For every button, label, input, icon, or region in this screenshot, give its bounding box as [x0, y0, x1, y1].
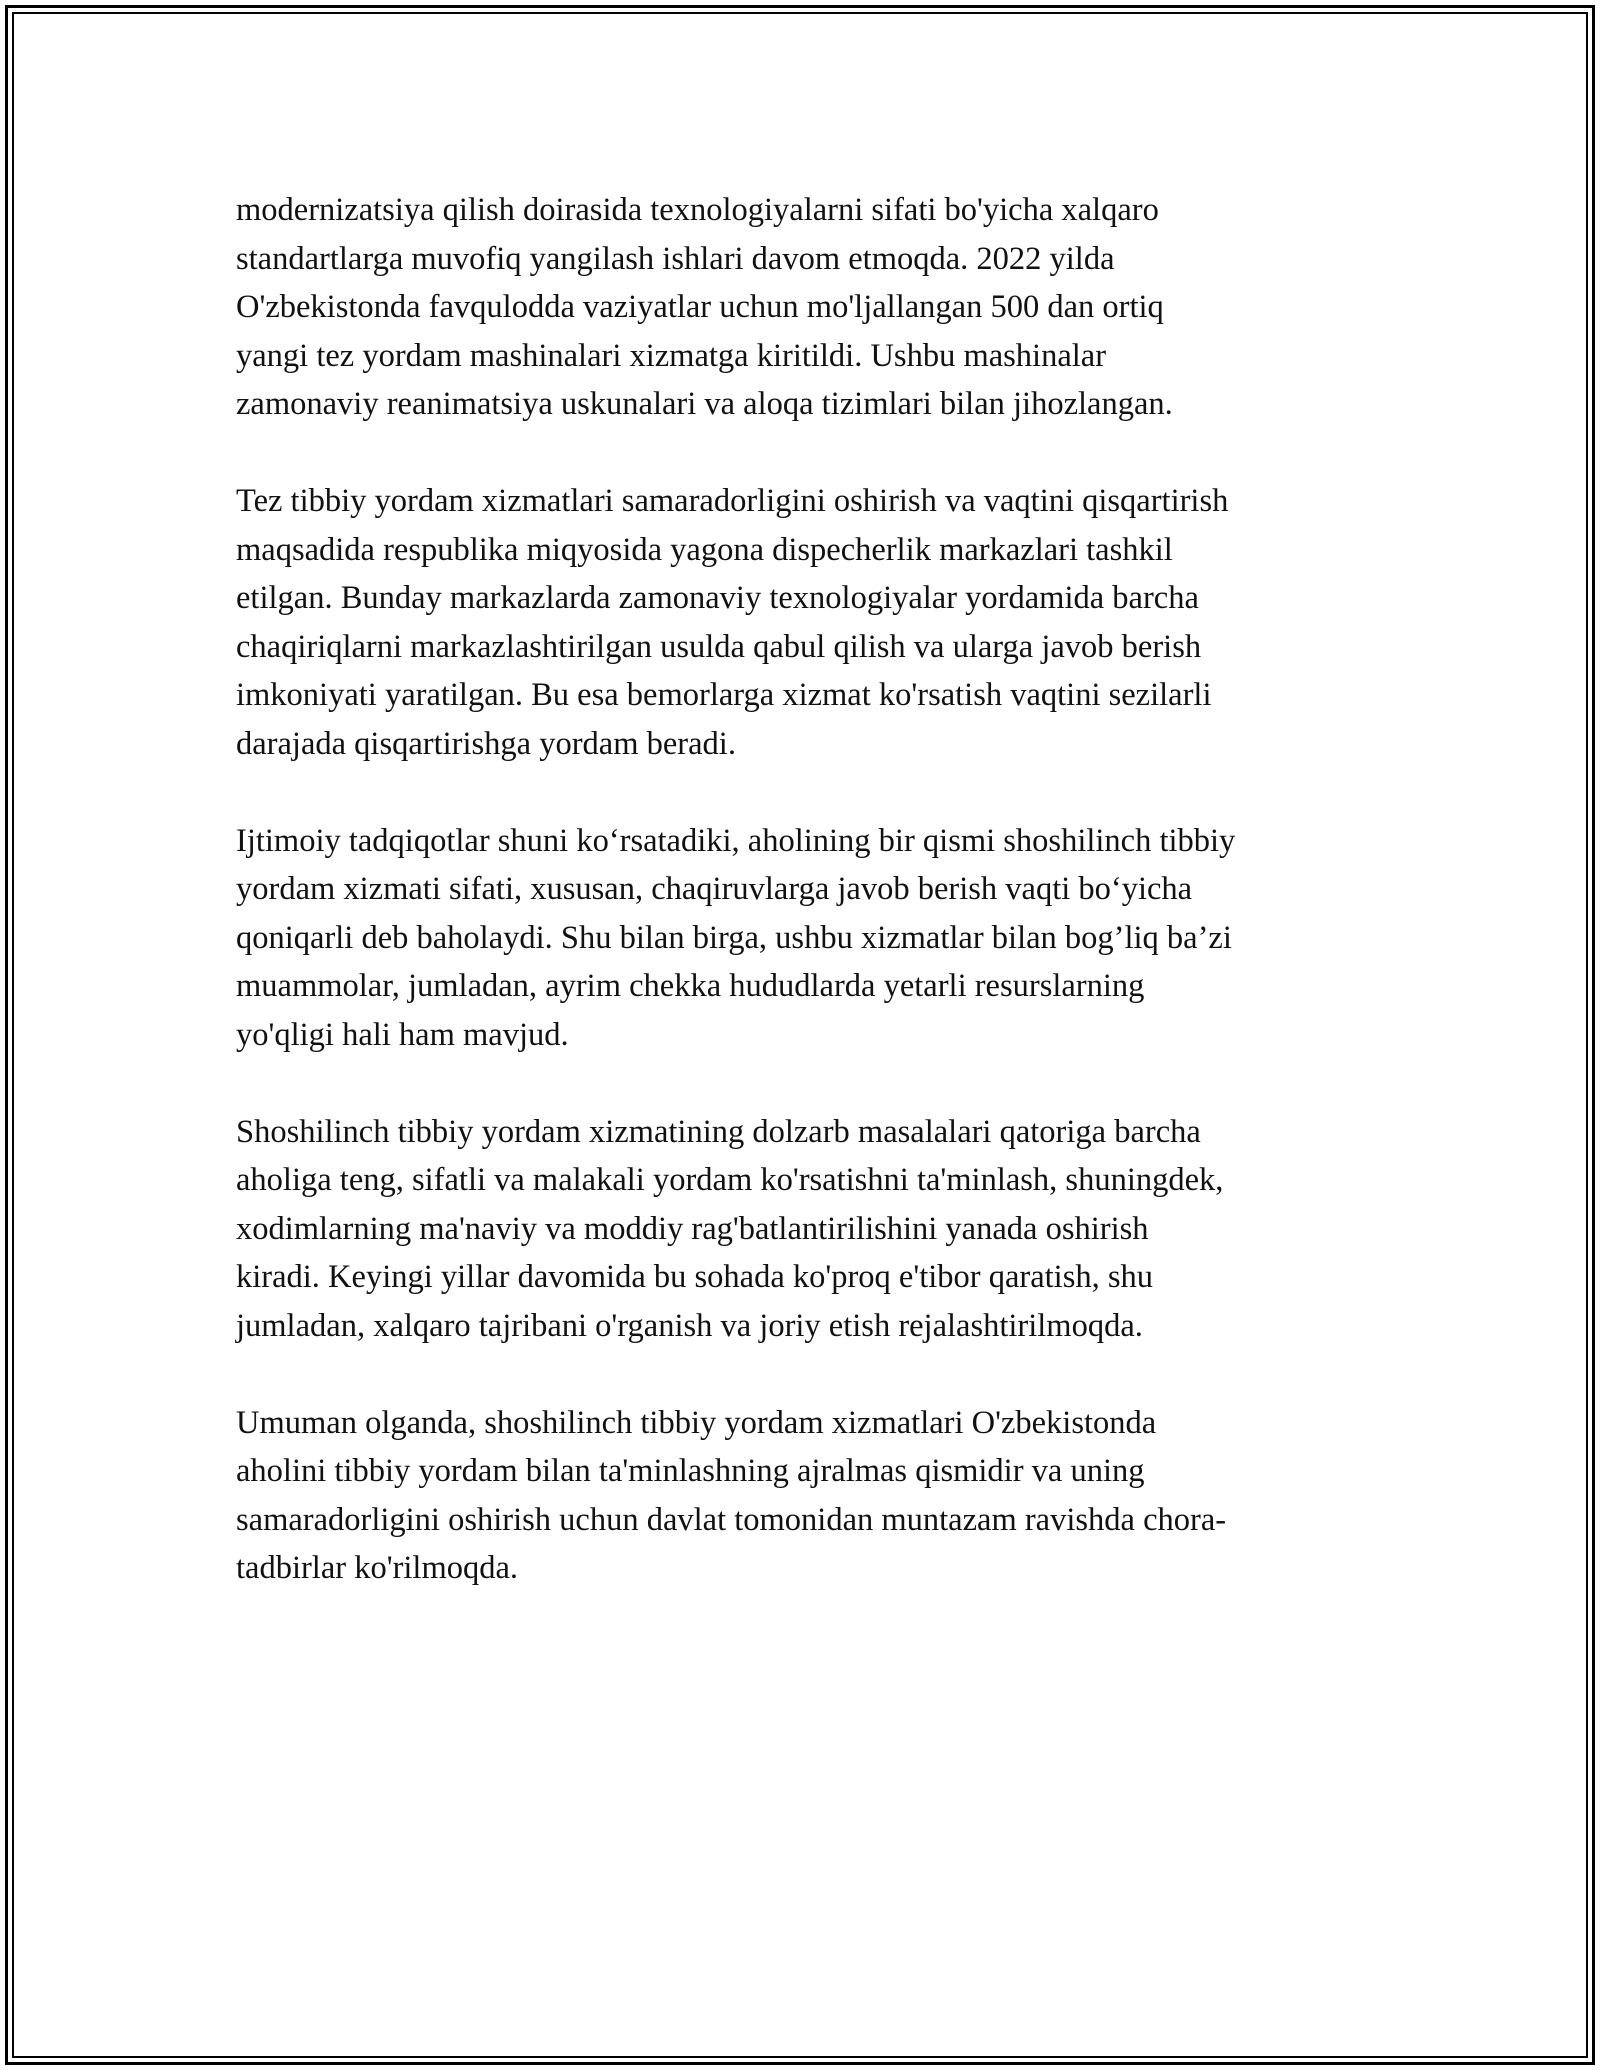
paragraph-4: Shoshilinch tibbiy yordam xizmatining dolzarb masalalari qatoriga barcha aholiga teng, sifatli va malakali yordam ko'rsatishni ta'minlash, shuningdek, xodimlarning ma'naviy va moddiy rag'batlantirilishini yanada oshirish kiradi. Keyingi yillar davomida bu sohada ko'proq e'tibor qaratish, shu jumladan, xalqaro tajribani o'rganish va joriy etish rejalashtirilmoqda. [236, 1113, 1224, 1344]
document-body [236, 186, 1376, 1641]
paragraph-3: Ijtimoiy tadqiqotlar shuni ko‘rsatadiki, aholining bir qismi shoshilinch tibbiy yordam xizmati sifati, xususan, chaqiruvlarga javob berish vaqti bo‘yicha qoniqarli deb baholaydi. Shu bilan birga, ushbu xizmatlar bilan bog’liq ba’zi muammolar, jumladan, ayrim chekka hududlarda yetarli resurslarning yo'qligi hali ham mavjud. [236, 822, 1236, 1053]
paragraph-2: Tez tibbiy yordam xizmatlari samaradorligini oshirish va vaqtini qisqartirish maqsadida respublika miqyosida yagona dispecherlik markazlari tashkil etilgan. Bunday markazlarda zamonaviy texnologiyalar yordamida barcha chaqiriqlarni markazlashtirilgan usulda qabul qilish va ularga javob berish imkoniyati yaratilgan. Bu esa bemorlarga xizmat ko'rsatish vaqtini sezilarli darajada qisqartirishga yordam beradi. [236, 483, 1229, 762]
paragraph-5: Umuman olganda, shoshilinch tibbiy yordam xizmatlari O'zbekistonda aholini tibbiy yordam bilan ta'minlashning ajralmas qismidir va uning samaradorligini oshirish uchun davlat tomonidan muntazam ravishda chora- tadbirlar ko'rilmoqda. [236, 1404, 1227, 1586]
paragraph-1: modernizatsiya qilish doirasida texnologiyalarni sifati bo'yicha xalqaro standartlarga muvofiq yangilash ishlari davom etmoqda. 2022 yilda O'zbekistonda favqulodda vaziyatlar uchun mo'ljallangan 500 dan ortiq yangi tez yordam mashinalari xizmatga kiritildi. Ushbu mashinalar zamonaviy reanimatsiya uskunalari va aloqa tizimlari bilan jihozlangan. [236, 192, 1173, 422]
